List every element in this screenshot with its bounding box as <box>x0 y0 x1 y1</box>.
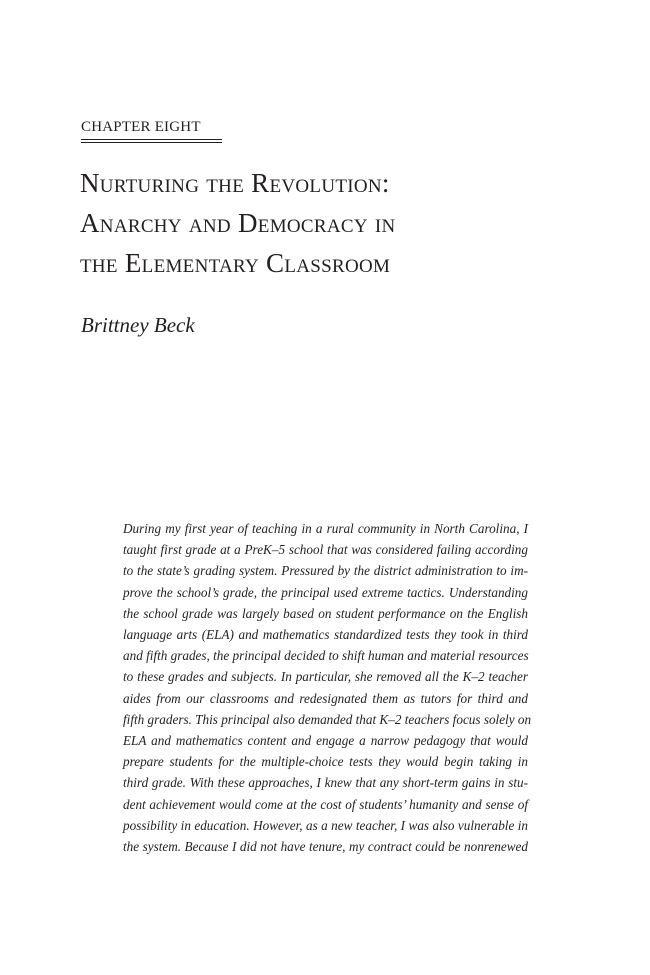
epigraph-line: dent achievement would come at the cost of students’ humanity and sense of <box>123 796 528 812</box>
epigraph-line: taught first grade at a PreK–5 school that was considered failing according <box>123 542 528 558</box>
epigraph-line: possibility in education. However, as a new teacher, I was also vulnerable in <box>123 817 528 833</box>
epigraph-line: the system. Because I did not have tenure, my contract could be nonrenewed <box>123 839 528 855</box>
epigraph-line: prove the school’s grade, the principal used extreme tactics. Understanding <box>123 584 528 600</box>
chapter-title-line: Nurturing the Revolution: <box>80 168 390 198</box>
epigraph-line: to these grades and subjects. In particular, she removed all the K–2 teacher <box>123 669 528 685</box>
epigraph-line: and fifth grades, the principal decided to shift human and material resources <box>123 648 529 664</box>
chapter-label: CHAPTER EIGHT <box>81 119 201 135</box>
chapter-title <box>80 163 560 283</box>
epigraph-line: to the state’s grading system. Pressured by the district administration to im- <box>123 563 528 579</box>
epigraph-line: During my first year of teaching in a rural community in North Carolina, I <box>123 521 528 536</box>
chapter-title-line: the Elementary Classroom <box>80 248 391 278</box>
epigraph-line: aides from our classrooms and redesignated them as tutors for third and <box>123 690 528 706</box>
epigraph-line: fifth graders. This principal also demanded that K–2 teachers focus solely on <box>123 711 532 727</box>
chapter-rule-divider <box>81 139 222 143</box>
epigraph-line: ELA and mathematics content and engage a narrow pedagogy that would <box>123 733 528 749</box>
epigraph-line: third grade. With these approaches, I knew that any short-term gains in stu- <box>123 775 528 791</box>
opening-epigraph <box>123 518 532 857</box>
epigraph-line: prepare students for the multiple-choice tests they would begin taking in <box>123 754 528 770</box>
epigraph-line: language arts (ELA) and mathematics standardized tests they took in third <box>123 627 528 643</box>
chapter-title-line: Anarchy and Democracy in <box>80 208 396 238</box>
author-name: Brittney Beck <box>81 313 195 337</box>
epigraph-line: the school grade was largely based on student performance on the English <box>123 605 528 621</box>
